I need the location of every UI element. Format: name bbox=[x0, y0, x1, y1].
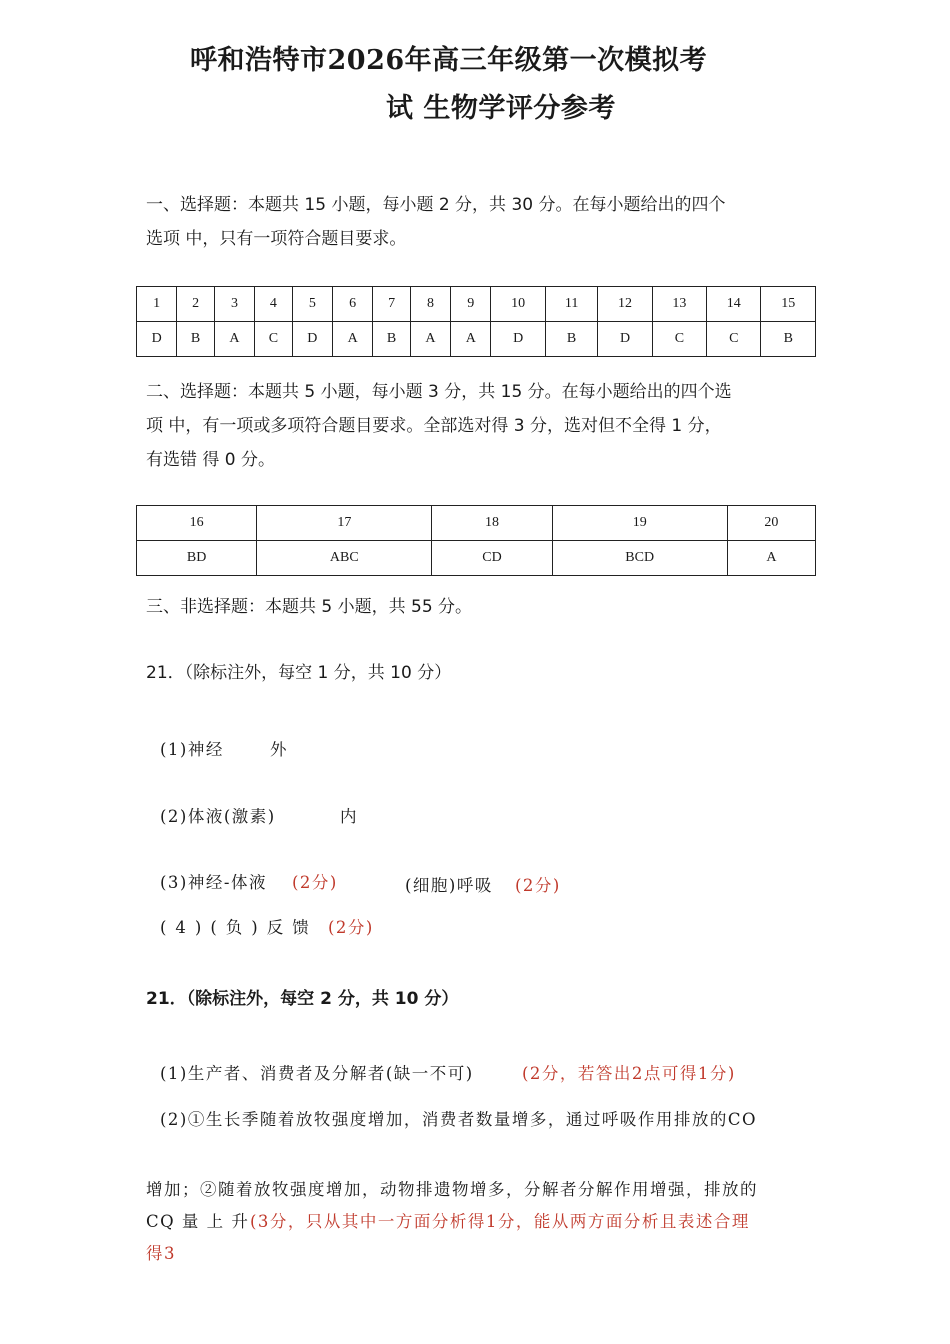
section2-line3: 有选错 得 0 分。 bbox=[146, 450, 276, 470]
question-number-cell: 15 bbox=[761, 287, 816, 322]
q21b-part2-line3-score: (3分，只从其中一方面分析得1分，能从两方面分析且表述合理 bbox=[250, 1212, 750, 1231]
question-number-cell: 17 bbox=[257, 506, 432, 541]
answer-cell: A bbox=[214, 322, 254, 357]
title-line-2: 试 生物学评分参考 bbox=[386, 93, 616, 124]
answer-cell: CD bbox=[432, 541, 552, 576]
section1-answer-table bbox=[136, 286, 816, 357]
question-number-cell: 2 bbox=[177, 287, 215, 322]
q21b-part1-score: (2分，若答出2点可得1分) bbox=[522, 1064, 736, 1083]
q21a-part3-label: (3)神经-体液 bbox=[160, 873, 267, 892]
question-number-cell: 19 bbox=[552, 506, 727, 541]
q21a-part4-label: (4)(负)反馈 bbox=[160, 918, 318, 937]
question-number-cell: 5 bbox=[292, 287, 332, 322]
title-line-1: 呼和浩特市2026年高三年级第一次模拟考 bbox=[190, 45, 708, 76]
answer-cell: A bbox=[451, 322, 491, 357]
answer-cell: BD bbox=[137, 541, 257, 576]
answer-cell: B bbox=[177, 322, 215, 357]
question-number-cell: 10 bbox=[491, 287, 545, 322]
q21b-part2-line3: CQ 量 上 升 bbox=[146, 1212, 250, 1231]
section2-line2: 项 中，有一项或多项符合题目要求。全部选对得 3 分，选对但不全得 1 分， bbox=[146, 416, 722, 436]
section1-line2: 选项 中，只有一项符合题目要求。 bbox=[146, 229, 407, 249]
answer-cell: A bbox=[410, 322, 450, 357]
question-number-cell: 12 bbox=[598, 287, 652, 322]
answer-cell: B bbox=[373, 322, 411, 357]
question-number-cell: 7 bbox=[373, 287, 411, 322]
answer-cell: C bbox=[255, 322, 293, 357]
q21b-part2-line1: (2)①生长季随着放牧强度增加，消费者数量增多，通过呼吸作用排放的CO bbox=[160, 1110, 758, 1129]
q21b-part2-line4-score: 得3 bbox=[146, 1244, 176, 1263]
answer-cell: B bbox=[545, 322, 598, 357]
q21a-part3-score: (2分) bbox=[292, 873, 338, 892]
q21b-part2-line2: 增加；②随着放牧强度增加，动物排遗物增多，分解者分解作用增强，排放的 bbox=[146, 1180, 758, 1199]
question-number-cell: 20 bbox=[727, 506, 815, 541]
q21a-heading: 21．（除标注外，每空 1 分，共 10 分） bbox=[146, 663, 452, 683]
q21a-part2-blank2: 内 bbox=[340, 807, 358, 826]
q21a-part4-score: (2分) bbox=[328, 918, 374, 937]
question-number-cell: 3 bbox=[214, 287, 254, 322]
q21a-part2-label: (2)体液(激素) bbox=[160, 807, 276, 826]
question-number-cell: 16 bbox=[137, 506, 257, 541]
question-number-cell: 4 bbox=[255, 287, 293, 322]
answer-cell: A bbox=[727, 541, 815, 576]
question-number-cell: 6 bbox=[332, 287, 372, 322]
q21a-part3-blank2-score: (2分) bbox=[515, 876, 561, 895]
section2-answer-table bbox=[136, 505, 816, 576]
section3-heading: 三、非选择题：本题共 5 小题，共 55 分。 bbox=[146, 597, 473, 617]
answer-cell: D bbox=[598, 322, 652, 357]
q21b-heading: 21．（除标注外，每空 2 分，共 10 分） bbox=[146, 989, 459, 1009]
answer-cell: A bbox=[332, 322, 372, 357]
section2-answer-row bbox=[137, 541, 816, 576]
q21b-part1: (1)生产者、消费者及分解者(缺一不可) bbox=[160, 1064, 474, 1083]
question-number-cell: 18 bbox=[432, 506, 552, 541]
answer-cell: B bbox=[761, 322, 816, 357]
question-number-cell: 8 bbox=[410, 287, 450, 322]
section1-line1: 一、选择题：本题共 15 小题，每小题 2 分，共 30 分。在每小题给出的四个 bbox=[146, 195, 726, 215]
section1-number-row bbox=[137, 287, 816, 322]
question-number-cell: 9 bbox=[451, 287, 491, 322]
section1-answer-row bbox=[137, 322, 816, 357]
answer-cell: D bbox=[491, 322, 545, 357]
answer-cell: D bbox=[292, 322, 332, 357]
question-number-cell: 11 bbox=[545, 287, 598, 322]
q21a-part1-label: (1)神经 bbox=[160, 740, 224, 759]
answer-cell: C bbox=[652, 322, 706, 357]
q21a-part3-blank2: (细胞)呼吸 bbox=[405, 876, 493, 895]
answer-cell: C bbox=[707, 322, 761, 357]
section2-number-row bbox=[137, 506, 816, 541]
answer-cell: D bbox=[137, 322, 177, 357]
section2-line1: 二、选择题：本题共 5 小题，每小题 3 分，共 15 分。在每小题给出的四个选 bbox=[146, 382, 732, 402]
question-number-cell: 14 bbox=[707, 287, 761, 322]
answer-cell: BCD bbox=[552, 541, 727, 576]
question-number-cell: 1 bbox=[137, 287, 177, 322]
question-number-cell: 13 bbox=[652, 287, 706, 322]
q21a-part1-blank2: 外 bbox=[270, 740, 288, 759]
answer-cell: ABC bbox=[257, 541, 432, 576]
